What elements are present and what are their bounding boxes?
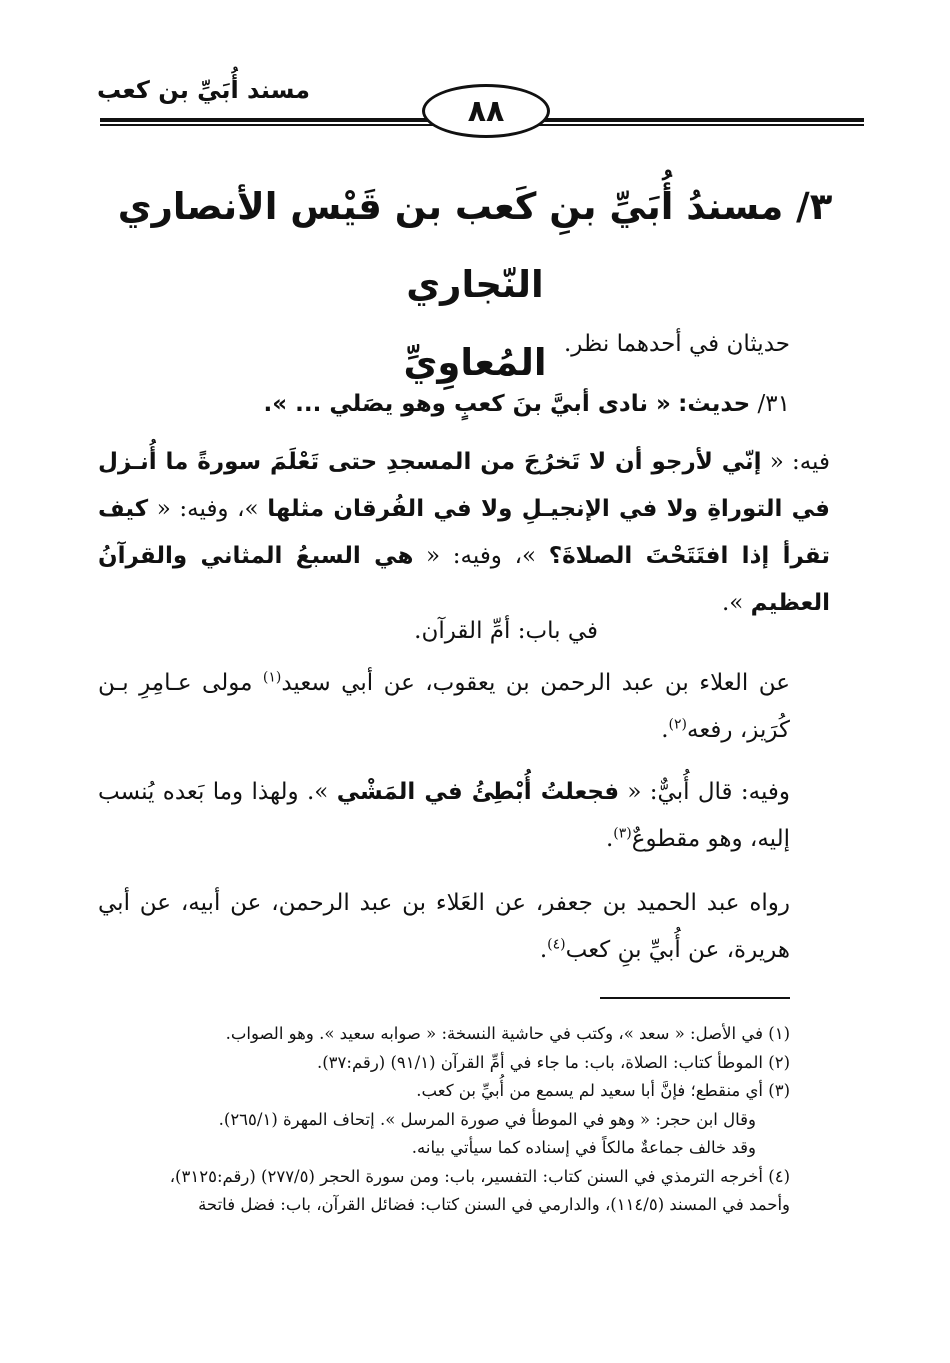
rawahu-text-2: . — [539, 937, 548, 963]
intro-text: حديثان في أحدهما نظر. — [563, 331, 790, 357]
running-title: مسند أُبَيِّ بن كعب — [96, 76, 310, 104]
quote-1: إنّي لأرجو أن لا تَخرُجَ من المسجدِ حتى تَعْلَمَ سورةً ما أُنـزل في التوراةِ ولا في الإنجيـلِ ولا في الفُرقان مثلها — [98, 449, 830, 522]
footnote-1: (١) في الأصل: « سعد »، وكتب في حاشية النسخة: « صوابه سعيد ». وهو الصواب. — [225, 1024, 790, 1043]
fihi-paragraph — [98, 439, 830, 627]
rawahu-text-1: رواه عبد الحميد بن جعفر، عن العَلاء بن عبد الرحمن، عن أبيه، عن أبي هريرة، عن أُبيِّ بنِ كعب — [98, 890, 790, 963]
rawahu-paragraph — [98, 880, 790, 974]
bab-title: في باب: أمِّ القرآن. — [414, 618, 598, 644]
footnote-3a: (٣) أي منقطع؛ فإنَّ أبا سعيد لم يسمع من أُبيِّ بن كعب. — [416, 1081, 790, 1100]
fihi2-paragraph — [98, 769, 790, 863]
footnote-4b: وأحمد في المسند (١١٤/٥)، والدارمي في السنن كتاب: فضائل القرآن، باب: فضل فاتحة — [198, 1195, 790, 1214]
fihi2-text-3: . — [605, 826, 614, 852]
footnote-ref-3[interactable]: (٣) — [613, 825, 632, 842]
ala-paragraph — [98, 660, 790, 754]
hadith-heading — [264, 384, 790, 424]
ala-text-3: . — [661, 717, 669, 743]
quote-3: هي السبعُ المثاني والقرآنُ العظيم — [98, 543, 830, 616]
chapter-heading-line2: المُعاوِيِّ — [403, 341, 547, 384]
fihi2-text-2: ». ولهذا وما بَعده يُنسب إليه، وهو مقطوعٌ — [98, 779, 790, 852]
footnote-ref-2[interactable]: (٢) — [668, 716, 687, 733]
fihi2-quote: فجعلتُ أُبْطِئُ في المَشْي — [336, 779, 620, 805]
ala-text-1: عن العلاء بن عبد الرحمن بن يعقوب، عن أبي سعيد — [281, 670, 790, 696]
fihi-suffix: ». — [721, 590, 751, 616]
footnote-4a: (٤) أخرجه الترمذي في السنن كتاب: التفسير، باب: ومن سورة الحجر (٢٧٧/٥) (رقم:٣١٢٥)، — [169, 1166, 790, 1186]
chapter-heading — [90, 168, 860, 402]
footnotes — [98, 1020, 790, 1220]
page-number: ٨٨ — [422, 84, 550, 138]
footnote-ref-4[interactable]: (٤) — [547, 936, 566, 953]
ala-text-2: مولى عـامِرِ بـن كُرَيز، رفعه — [98, 670, 790, 743]
hadith-text: « نادى أبيَّ بنَ كعبٍ وهو يصَلي ... ». — [263, 391, 671, 417]
hadith-number: ٣١/ — [757, 391, 790, 417]
hadith-label: حديث: — [678, 391, 751, 417]
fihi-connector-2: »، وفيه: « — [413, 543, 549, 569]
footnote-3c: وقد خالف جماعةٌ مالكاً في إسناده كما سيأتي بيانه. — [411, 1138, 756, 1157]
fihi-connector-1: »، وفيه: « — [148, 496, 268, 522]
footnote-3b: وقال ابن حجر: « وهو في الموطأ في صورة المرسل ». إتحاف المهرة (٢٦٥/١). — [218, 1109, 756, 1129]
footnote-ref-1[interactable]: (١) — [262, 669, 282, 686]
footnote-2: (٢) الموطأ كتاب: الصلاة، باب: ما جاء في أمِّ القرآن (٩١/١) (رقم:٣٧). — [316, 1052, 790, 1072]
footnote-separator — [600, 997, 790, 999]
fihi-prefix: فيه: « — [761, 449, 830, 475]
fihi2-text-1: وفيه: قال أُبيٌّ: « — [619, 779, 790, 805]
chapter-heading-line1: ٣/ مسندُ أُبَيِّ بنِ كَعب بن قَيْس الأنصاري النّجاري — [117, 185, 833, 306]
quote-2: كيف تقرأ إذا افتَتَحْتَ الصلاةَ؟ — [98, 496, 830, 569]
